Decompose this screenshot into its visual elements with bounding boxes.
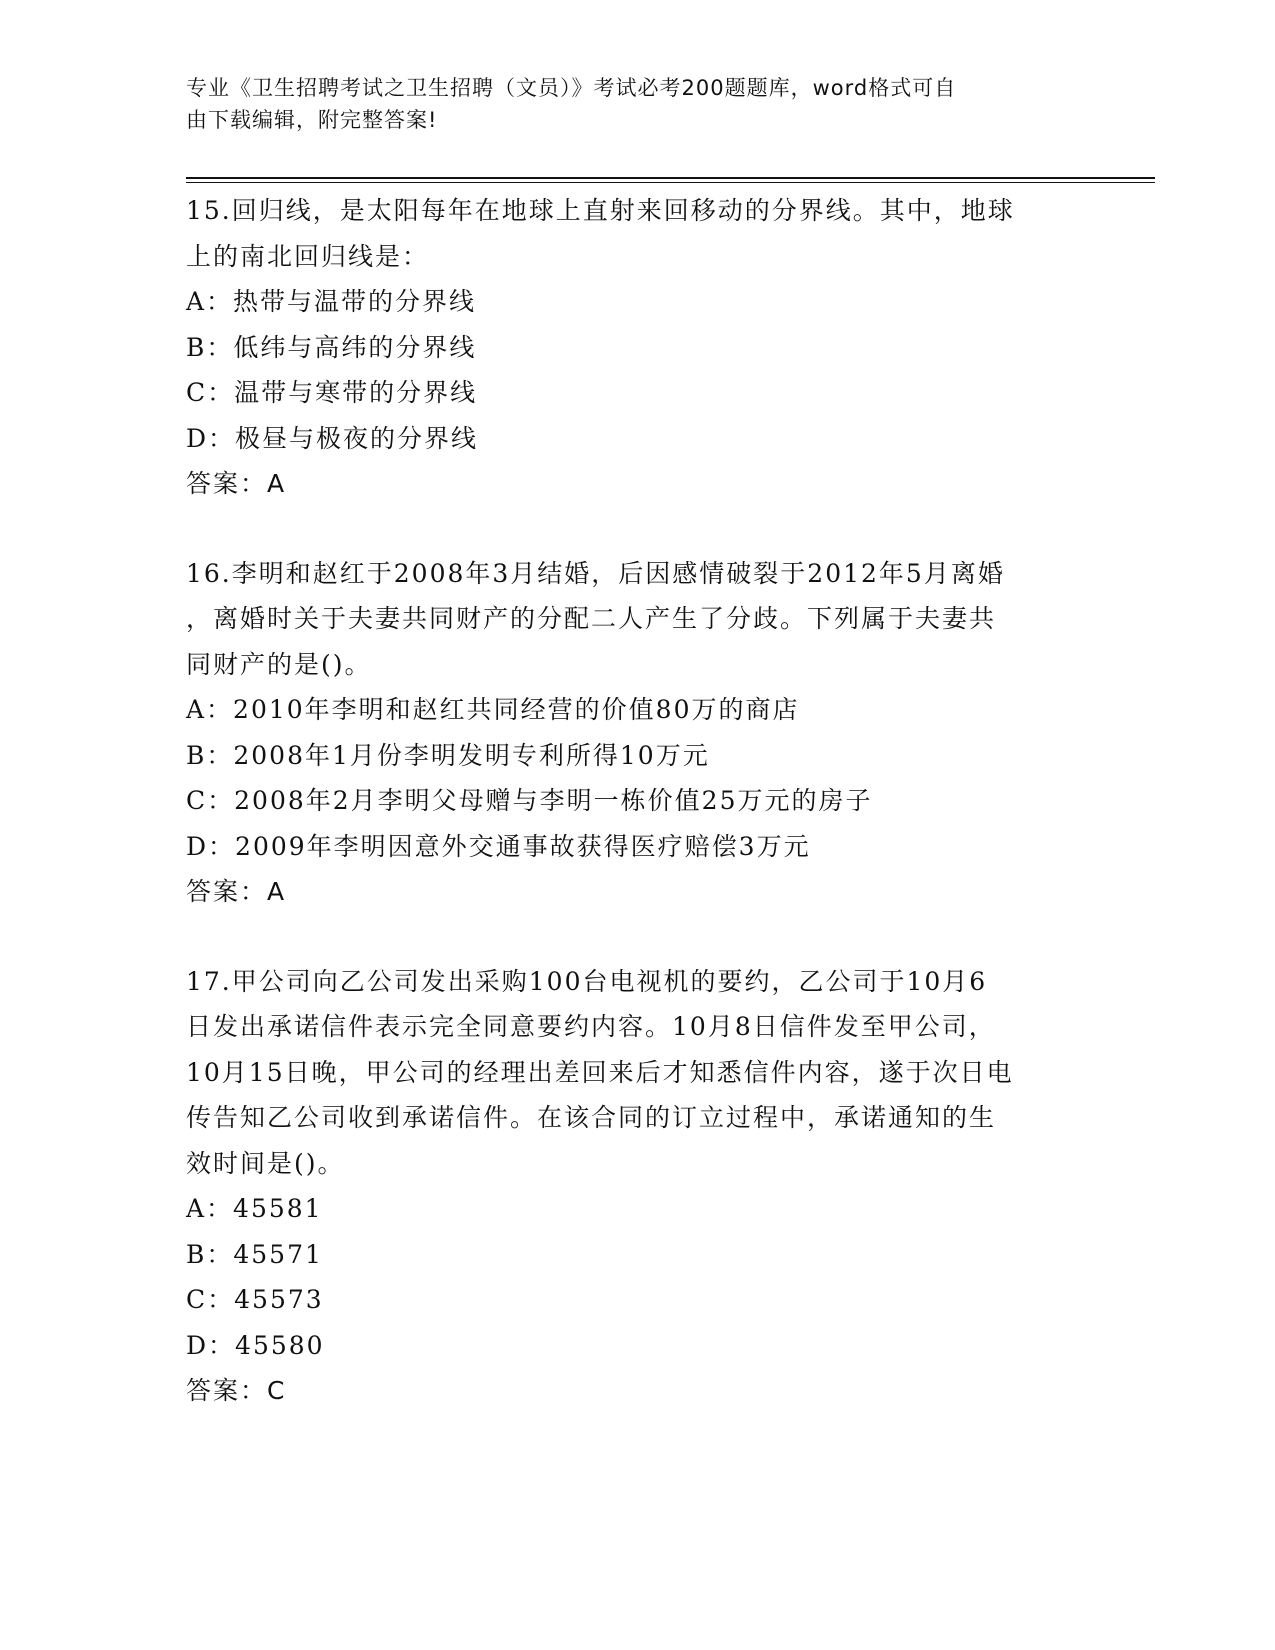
question-text-line: 17.甲公司向乙公司发出采购100台电视机的要约，乙公司于10月6	[186, 966, 988, 996]
question-text-line: ，离婚时关于夫妻共同财产的分配二人产生了分歧。下列属于夫妻共	[186, 604, 997, 633]
answer: 答案：A	[186, 469, 287, 498]
option-c: C：45573	[186, 1285, 324, 1314]
question-text-line: 效时间是()。	[186, 1148, 345, 1178]
option-b: B：低纬与高纬的分界线	[186, 332, 477, 362]
option-d: D：极昼与极夜的分界线	[186, 423, 479, 453]
question-list	[186, 188, 1086, 1414]
header-divider-thin	[186, 182, 1155, 183]
question-text-line: 16.李明和赵红于2008年3月结婚，后因感情破裂于2012年5月离婚	[186, 558, 1005, 588]
question-spacer	[186, 915, 1086, 959]
option-a: A：45581	[186, 1194, 323, 1223]
option-a: A：2010年李明和赵红共同经营的价值80万的商店	[186, 695, 800, 724]
question-text-line: 日发出承诺信件表示完全同意要约内容。10月8日信件发至甲公司，	[186, 1012, 996, 1041]
question-16	[186, 551, 1086, 915]
option-c: C：温带与寒带的分界线	[186, 378, 478, 407]
question-text-line: 上的南北回归线是：	[186, 241, 430, 271]
question-17	[186, 959, 1086, 1414]
option-c: C：2008年2月李明父母赠与李明一栋价值25万元的房子	[186, 786, 873, 815]
option-a: A：热带与温带的分界线	[186, 287, 477, 316]
header-line-1: 专业《卫生招聘考试之卫生招聘（文员）》考试必考200题题库，word格式可自	[186, 76, 957, 100]
option-d: D：45580	[186, 1330, 325, 1360]
option-b: B：2008年1月份李明发明专利所得10万元	[186, 740, 710, 770]
option-b: B：45571	[186, 1239, 323, 1269]
document-header	[186, 72, 1066, 136]
question-text-line: 同财产的是()。	[186, 649, 372, 679]
header-line-2: 由下载编辑，附完整答案!	[186, 108, 438, 132]
question-text-line: 10月15日晚，甲公司的经理出差回来后才知悉信件内容，遂于次日电	[186, 1057, 1014, 1087]
answer: 答案：A	[186, 877, 287, 906]
option-d: D：2009年李明因意外交通事故获得医疗赔偿3万元	[186, 831, 811, 861]
question-spacer	[186, 507, 1086, 551]
question-text-line: 传告知乙公司收到承诺信件。在该合同的订立过程中，承诺通知的生	[186, 1103, 997, 1132]
header-divider-thick	[186, 177, 1155, 179]
answer: 答案：C	[186, 1376, 287, 1405]
question-15	[186, 188, 1086, 507]
question-text-line: 15.回归线，是太阳每年在地球上直射来回移动的分界线。其中，地球	[186, 196, 1015, 225]
